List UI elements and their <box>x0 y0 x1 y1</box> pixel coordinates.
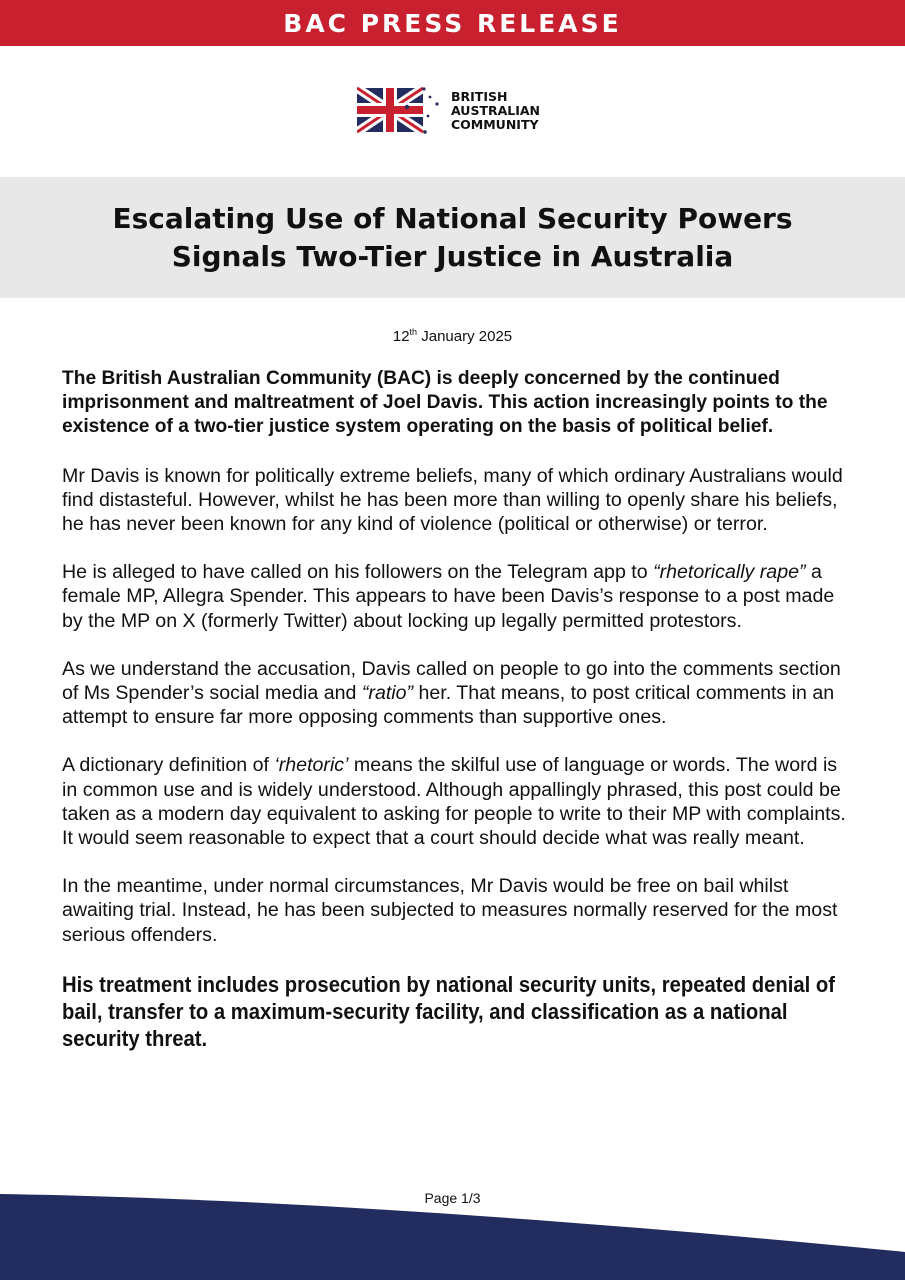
paragraph-5: A dictionary definition of ‘rhetoric’ means the skilful use of language or words. The word is in common use and is widely understood. Although appallingly phrased, this post could be taken as a modern day equivalent to asking for people to write to their MP with complaints. It would seem reasonable to expect that a court should decide what was really meant. <box>62 754 846 850</box>
paragraph-6: In the meantime, under normal circumstances, Mr Davis would be free on bail whilst awaiting trial. Instead, he has been subjected to measures normally reserved for the most serious offenders. <box>62 875 838 946</box>
headline-line-1: Escalating Use of National Security Powers <box>112 201 793 235</box>
logo-wordmark: BRITISH AUSTRALIAN COMMUNITY <box>451 89 541 132</box>
banner-text: BAC PRESS RELEASE <box>283 8 622 38</box>
headline-band <box>0 177 905 298</box>
paragraph-2: Mr Davis is known for politically extreme beliefs, many of which ordinary Australians would find distasteful. However, whilst he has been more than willing to openly share his beliefs, he has never been known for any kind of violence (political or otherwise) or terror. <box>62 464 843 536</box>
paragraph-4: As we understand the accusation, Davis called on people to go into the comments section of Ms Spender’s social media and “ratio” her. That means, to post critical comments in an attempt to ensure far more opposing comments than supportive ones. <box>62 657 841 729</box>
union-jack-southern-cross-icon <box>357 86 441 136</box>
emphasis-paragraph: His treatment includes prosecution by national security units, repeated denial of bail, transfer to a maximum-security facility, and classification as a national security threat. <box>62 971 836 1051</box>
article-body <box>62 367 852 1076</box>
headline-line-2: Signals Two-Tier Justice in Australia <box>171 239 734 273</box>
bac-logo <box>357 86 540 136</box>
paragraph-3: He is alleged to have called on his followers on the Telegram app to “rhetorically rape” a female MP, Allegra Spender. This appears to have been Davis’s response to a post made by the MP on X (formerly Twitter) about locking up legally permitted protestors. <box>62 561 835 632</box>
page-number: Page 1/3 <box>424 1190 481 1206</box>
press-release-banner <box>0 0 905 46</box>
lead-paragraph: The British Australian Community (BAC) is deeply concerned by the continued imprisonment and maltreatment of Joel Davis. This action increasingly points to the existence of a two-tier justice system operating on the basis of political belief. <box>62 368 828 438</box>
release-date: 12th January 2025 <box>392 327 513 345</box>
